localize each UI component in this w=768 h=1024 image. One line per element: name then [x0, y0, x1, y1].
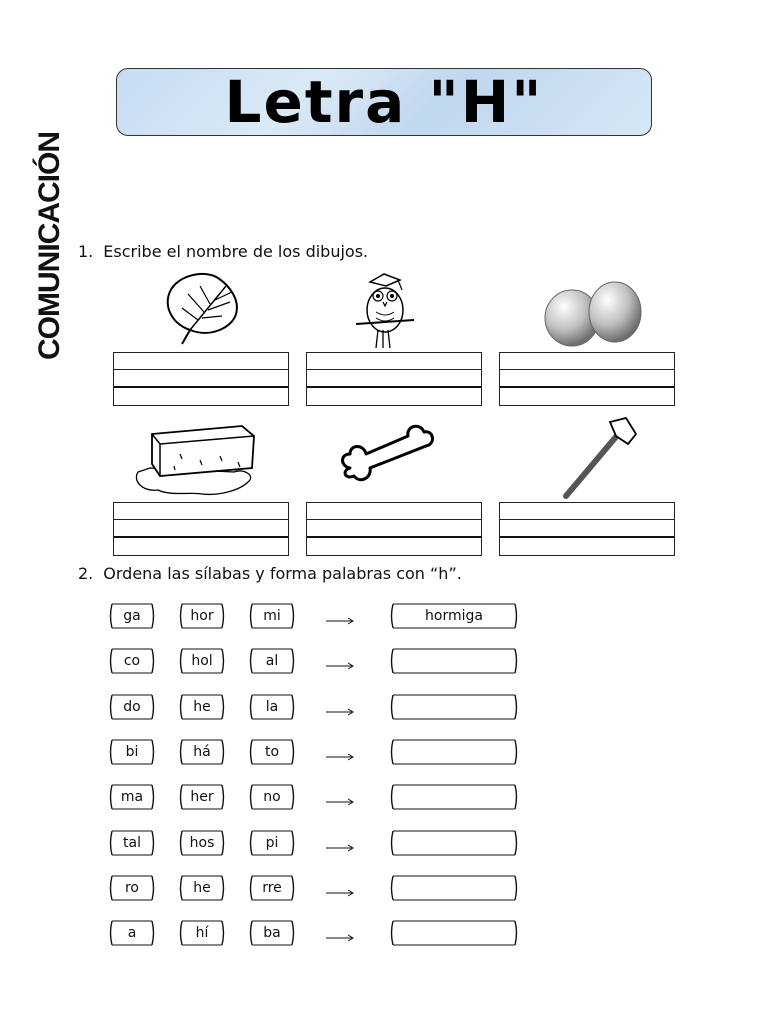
exercise2-number: 2. — [78, 564, 94, 583]
syllable-text: no — [263, 789, 281, 806]
syllable-text: hol — [191, 653, 213, 670]
syllable-tile — [249, 602, 295, 630]
syllable-text: do — [123, 698, 141, 715]
syllable-text: ma — [120, 789, 144, 806]
syllable-tile — [109, 602, 155, 630]
syllable-tile — [109, 874, 155, 902]
arrow-right-icon — [325, 611, 355, 621]
syllable-text: bi — [125, 743, 139, 760]
arrow-right-icon — [325, 656, 355, 666]
arrow-right-icon — [325, 838, 355, 848]
syllable-tile — [179, 829, 225, 857]
ice-block-icon — [130, 420, 260, 500]
answer-box[interactable] — [390, 738, 518, 766]
syllable-text: pi — [265, 834, 279, 851]
syllable-tile — [179, 647, 225, 675]
syllable-text: hor — [190, 608, 214, 624]
arrow-right-icon — [325, 928, 355, 938]
answer-box[interactable] — [390, 602, 518, 630]
syllable-tile — [109, 829, 155, 857]
syllable-tile — [179, 783, 225, 811]
syllable-tile — [249, 829, 295, 857]
axe-icon — [556, 416, 640, 502]
syllable-text: to — [264, 743, 280, 760]
bone-icon — [338, 422, 442, 500]
syllable-tile — [109, 783, 155, 811]
answer-box[interactable] — [390, 919, 518, 947]
write-lines-6[interactable] — [499, 502, 675, 556]
write-lines-3[interactable] — [499, 352, 675, 406]
syllable-text: al — [265, 653, 279, 670]
syllable-tile — [109, 738, 155, 766]
syllable-text: he — [193, 879, 211, 896]
syllable-tile — [179, 693, 225, 721]
syllable-text: há — [193, 743, 211, 760]
answer-box[interactable] — [390, 783, 518, 811]
answer-text: hormiga — [425, 608, 483, 624]
syllable-text: ga — [123, 608, 141, 624]
exercise1-text: Escribe el nombre de los dibujos. — [103, 242, 369, 261]
write-lines-5[interactable] — [306, 502, 482, 556]
title-banner — [116, 68, 652, 136]
syllable-tile — [109, 647, 155, 675]
syllable-tile — [179, 919, 225, 947]
syllable-text: a — [127, 925, 137, 942]
syllable-tile — [179, 602, 225, 630]
syllable-text: hí — [195, 925, 209, 942]
exercise1-instruction — [78, 242, 368, 261]
write-lines-4[interactable] — [113, 502, 289, 556]
syllable-tile — [179, 874, 225, 902]
syllable-text: ro — [124, 879, 139, 896]
syllable-tile — [249, 738, 295, 766]
syllable-text: he — [193, 698, 211, 715]
syllable-text: co — [123, 653, 141, 670]
syllable-tile — [179, 738, 225, 766]
syllable-tile — [249, 919, 295, 947]
eggs-icon — [540, 280, 646, 348]
syllable-text: tal — [123, 834, 141, 851]
syllable-text: her — [190, 789, 214, 806]
leaf-icon — [160, 268, 250, 348]
arrow-right-icon — [325, 792, 355, 802]
answer-box[interactable] — [390, 829, 518, 857]
page-title: Letra "H" — [224, 68, 544, 136]
syllable-text: rre — [262, 879, 282, 896]
arrow-right-icon — [325, 883, 355, 893]
subject-label: COMUNICACIÓN — [33, 132, 66, 360]
exercise2-instruction — [78, 564, 462, 583]
owl-icon — [350, 266, 420, 352]
syllable-text: hos — [189, 834, 215, 851]
syllable-tile — [249, 647, 295, 675]
exercise2-text: Ordena las sílabas y forma palabras con “h”. — [103, 564, 462, 583]
syllable-text: mi — [263, 608, 281, 624]
write-lines-2[interactable] — [306, 352, 482, 406]
syllable-text: la — [265, 698, 279, 715]
exercise1-number: 1. — [78, 242, 94, 261]
arrow-right-icon — [325, 747, 355, 757]
write-lines-1[interactable] — [113, 352, 289, 406]
answer-box[interactable] — [390, 647, 518, 675]
answer-box[interactable] — [390, 693, 518, 721]
syllable-tile — [249, 783, 295, 811]
syllable-text: ba — [263, 925, 281, 942]
syllable-tile — [249, 693, 295, 721]
syllable-tile — [249, 874, 295, 902]
syllable-tile — [109, 919, 155, 947]
answer-box[interactable] — [390, 874, 518, 902]
arrow-right-icon — [325, 702, 355, 712]
syllable-tile — [109, 693, 155, 721]
